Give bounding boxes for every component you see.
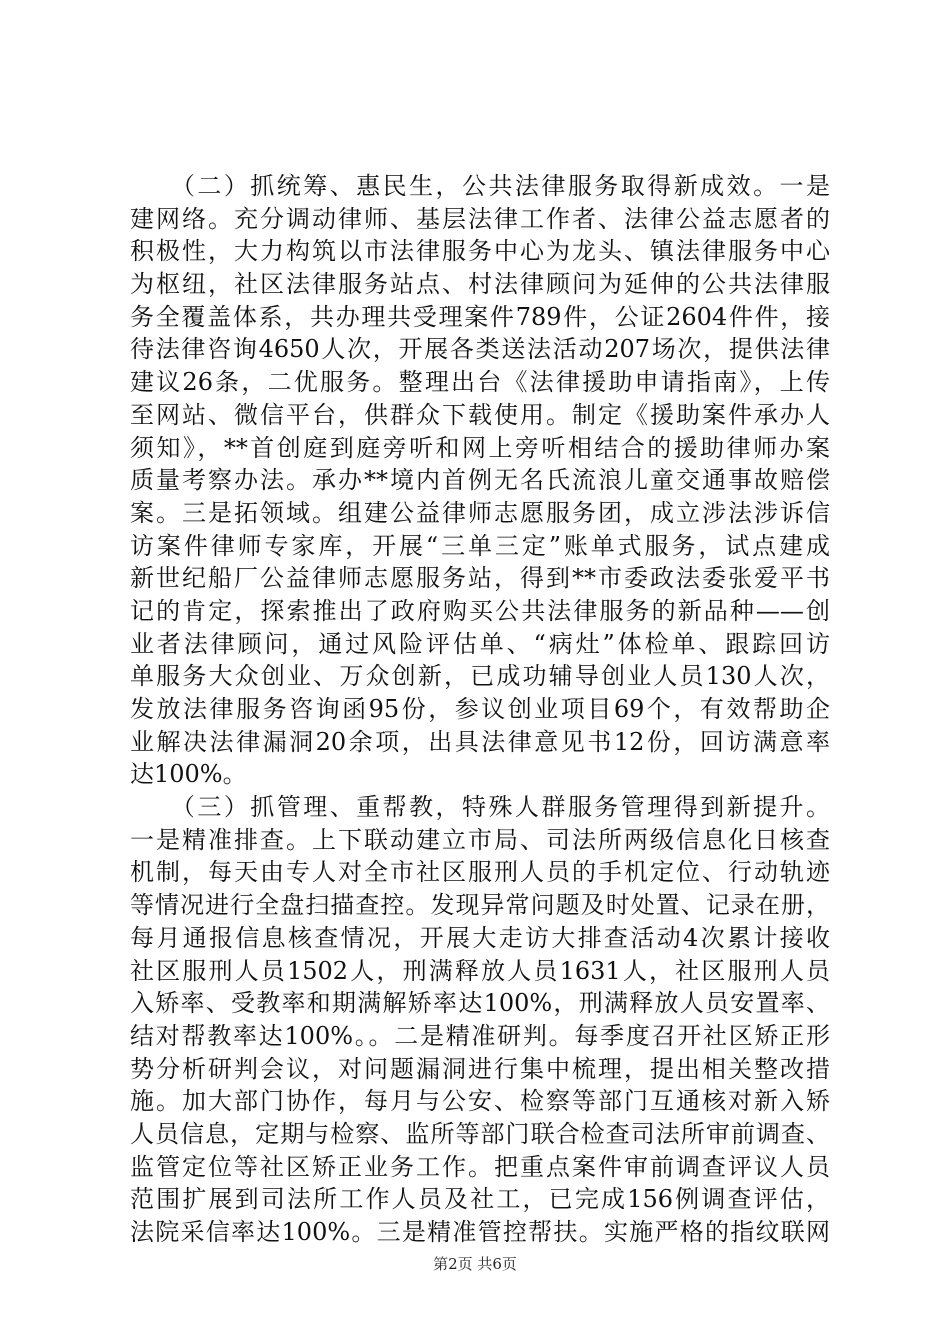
text-line: 单服务大众创业、万众创新，已成功辅导创业人员130人次， (130, 662, 830, 691)
text-line: 一是精准排查。上下联动建立市局、司法所两级信息化日核查 (130, 825, 830, 854)
text-line: 至网站、微信平台，供群众下载使用。制定《援助案件承办人 (130, 400, 830, 429)
text-line: 法院采信率达100%。三是精准管控帮扶。实施严格的指纹联网 (130, 1218, 830, 1246)
text-line: 范围扩展到司法所工作人员及社工，已完成156例调查评估， (130, 1185, 830, 1214)
text-line: 业解决法律漏洞20余项，出具法律意见书12份，回访满意率 (130, 727, 830, 756)
page-footer: 第2页 共6页 (433, 1255, 517, 1273)
text-line: 每月通报信息核查情况，开展大走访大排查活动4次累计接收 (130, 923, 830, 952)
text-line: 新世纪船厂公益律师志愿服务站，得到**市委政法委张爱平书 (130, 564, 830, 593)
text-line: 质量考察办法。承办**境内首例无名氏流浪儿童交通事故赔偿 (130, 466, 830, 495)
body-text (130, 170, 830, 1249)
text-line: 等情况进行全盘扫描查控。发现异常问题及时处置、记录在册， (130, 891, 830, 920)
text-line: 记的肯定，探索推出了政府购买公共法律服务的新品种——创 (130, 596, 830, 625)
text-line: 入矫率、受教率和期满解矫率达100%，刑满释放人员安置率、 (130, 989, 830, 1018)
text-line: 访案件律师专家库，开展“三单三定”账单式服务，试点建成 (130, 531, 830, 560)
text-line: 发放法律服务咨询函95份，参议创业项目69个，有效帮助企 (130, 695, 830, 723)
text-line: 达100%。 (130, 760, 247, 789)
text-line: （二）抓统筹、惠民生，公共法律服务取得新成效。一是 (130, 172, 830, 200)
text-line: 待法律咨询4650人次，开展各类送法活动207场次，提供法律 (130, 335, 830, 364)
text-line: 监管定位等社区矫正业务工作。把重点案件审前调查评议人员 (130, 1152, 830, 1181)
text-line: 势分析研判会议，对问题漏洞进行集中梳理，提出相关整改措 (130, 1054, 830, 1083)
text-line: 社区服刑人员1502人，刑满释放人员1631人，社区服刑人员 (130, 956, 830, 985)
text-line: 机制，每天由专人对全市社区服刑人员的手机定位、行动轨迹 (130, 858, 830, 887)
text-line: 建网络。充分调动律师、基层法律工作者、法律公益志愿者的 (130, 204, 830, 233)
text-line: 结对帮教率达100%。。二是精准研判。每季度召开社区矫正形 (130, 1021, 830, 1050)
text-line: 案。三是拓领域。组建公益律师志愿服务团，成立涉法涉诉信 (130, 498, 830, 527)
text-line: （三）抓管理、重帮教，特殊人群服务管理得到新提升。 (130, 793, 830, 822)
text-line: 为枢纽，社区法律服务站点、村法律顾问为延伸的公共法律服 (130, 270, 830, 299)
text-line: 人员信息，定期与检察、监所等部门联合检查司法所审前调查、 (130, 1119, 830, 1148)
text-line: 积极性，大力构筑以市法律服务中心为龙头、镇法律服务中心 (130, 237, 830, 266)
text-line: 务全覆盖体系，共办理共受理案件789件，公证2604件件，接 (130, 302, 830, 331)
text-line: 建议26条，二优服务。整理出台《法律援助申请指南》，上传 (130, 368, 830, 397)
text-line: 施。加大部门协作，每月与公安、检察等部门互通核对新入矫 (130, 1087, 830, 1116)
text-line: 须知》，**首创庭到庭旁听和网上旁听相结合的援助律师办案 (130, 433, 830, 462)
text-line: 业者法律顾问，通过风险评估单、“病灶”体检单、跟踪回访 (130, 629, 830, 658)
